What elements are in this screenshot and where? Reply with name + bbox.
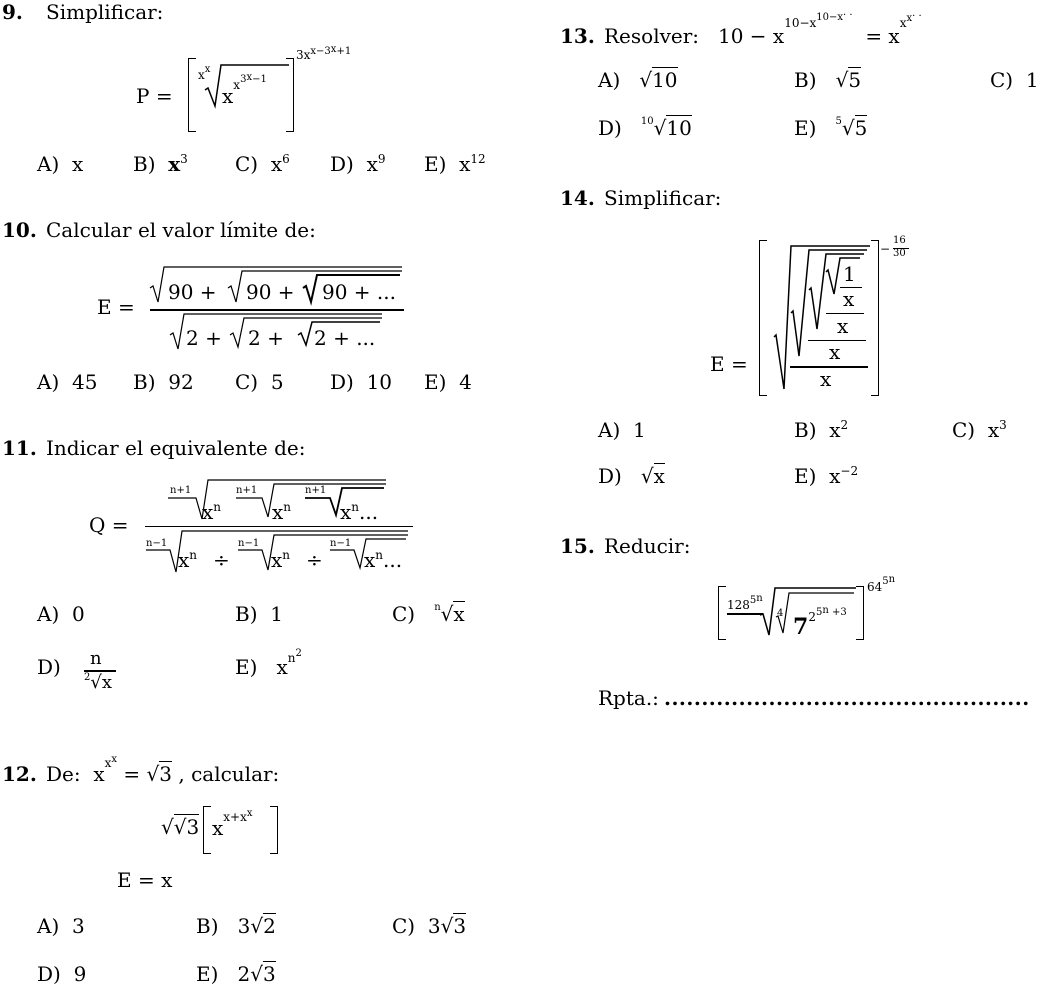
option-d[interactable]: D) 10 — [330, 370, 393, 394]
level3-denominator: x — [829, 340, 841, 364]
option-b[interactable]: B) $x^2$ — [794, 418, 849, 442]
question-title: Indicar el equivalente de: — [46, 436, 306, 460]
root-index: n+1 — [170, 485, 192, 496]
formula-lhs: E = — [97, 295, 135, 319]
option-a[interactable]: A) 45 — [37, 370, 98, 394]
exponent-denominator: 30 — [893, 248, 906, 259]
radicand: $x^n$ — [272, 500, 292, 524]
option-b[interactable]: B) 92 — [133, 370, 194, 394]
right-bracket — [270, 806, 278, 854]
question-title: De: $x^{x^x} = √3$ , calcular: — [46, 754, 280, 786]
option-d[interactable]: D) √x — [598, 464, 665, 488]
option-b[interactable]: B) 1 — [235, 602, 283, 626]
answer-blank[interactable]: ................................................. — [664, 686, 1030, 710]
option-a[interactable]: A) 1 — [598, 418, 646, 442]
radicand: $x^n$... — [340, 500, 379, 524]
option-a[interactable]: A) √10 — [598, 68, 678, 92]
option-e[interactable]: E) $x^{12}$ — [424, 152, 486, 176]
radical-icon: √ — [146, 762, 160, 786]
left-bracket — [718, 586, 726, 640]
option-d[interactable]: D) — [37, 655, 61, 679]
option-e[interactable]: E) 4 — [424, 370, 472, 394]
option-e[interactable]: E) $^5$√5 — [794, 116, 868, 140]
divide-sign: ÷ — [213, 548, 230, 572]
question-title: Reducir: — [604, 534, 691, 558]
option-b[interactable]: B) $x^3$ — [133, 152, 188, 176]
option-a[interactable]: A) 3 — [37, 914, 85, 938]
option-b[interactable]: B) √5 — [794, 68, 862, 92]
outer-root-index: $128^{5^n}$ — [727, 598, 763, 615]
root-index: n+1 — [305, 485, 327, 496]
option-e[interactable]: E) 2√3 — [196, 962, 276, 986]
option-a[interactable]: A) 0 — [37, 602, 85, 626]
numerator-term: 90 + — [168, 280, 217, 304]
root-index: n+1 — [236, 485, 258, 496]
radical-icon: √ — [161, 815, 174, 839]
radicand: $x^n$ — [178, 548, 198, 572]
option-c[interactable]: C) 3√3 — [392, 914, 467, 938]
radicand: $x^n$ — [202, 500, 222, 524]
question-number: 13. — [560, 24, 595, 48]
inner-denominator: x — [843, 287, 855, 311]
option-d[interactable]: D) 9 — [37, 962, 87, 986]
option-c[interactable]: C) $x^6$ — [235, 152, 290, 176]
radicand: $x^{x^{3^x-1}}$ — [222, 72, 267, 108]
exponent-numerator: 16 — [893, 235, 906, 246]
divide-sign: ÷ — [306, 548, 323, 572]
root-index: n−1 — [238, 538, 260, 549]
denominator-term: 2 + — [186, 326, 222, 350]
radical-icon: √ — [639, 68, 653, 92]
question-title: Calcular el valor límite de: — [46, 218, 316, 242]
radical-icon: √ — [440, 914, 454, 938]
equation: $10 - x^{10-x^{10-x^{\cdot \cdot}}} = x^{x^{x^{\cdot \cdot}}}$ — [718, 10, 922, 48]
numerator-term: 90 + — [246, 280, 295, 304]
option-e[interactable]: E) $x^{-2}$ — [794, 464, 859, 488]
option-e[interactable]: E) $x^{n^2}$ — [235, 648, 302, 679]
denominator-term: 2 + — [248, 326, 284, 350]
radical-icon: √ — [835, 68, 849, 92]
inner-numerator: 1 — [843, 262, 856, 286]
radical-icon: √ — [640, 464, 654, 488]
formula-lhs: E = — [710, 352, 748, 376]
radicand: $x^{x+x^x}$ — [212, 808, 253, 840]
option-d[interactable]: D) $x^9$ — [330, 152, 386, 176]
level2-denominator: x — [837, 314, 849, 338]
question-number: 11. — [2, 436, 37, 460]
option-d-numerator: n — [90, 648, 102, 669]
radical-icon: √ — [250, 914, 264, 938]
question-number: 12. — [2, 762, 37, 786]
radical-icon: √ — [841, 116, 855, 140]
formula-lhs: Q = — [89, 513, 129, 537]
fraction-bar — [145, 526, 413, 527]
option-c[interactable]: C) $^n$√x — [392, 602, 465, 626]
denominator-term: 2 + ... — [314, 326, 376, 350]
exponent-sign: − — [880, 242, 891, 256]
root-index: n−1 — [146, 538, 168, 549]
root-index: n−1 — [330, 538, 352, 549]
left-bracket — [759, 240, 767, 396]
radical-icon: √ — [653, 116, 667, 140]
root-index: √√3 — [161, 815, 200, 839]
fraction-bar — [150, 309, 404, 311]
numerator-term: 90 + ... — [322, 280, 396, 304]
inner-root-index: 4 — [777, 608, 784, 619]
question-title: Simplificar: — [604, 186, 722, 210]
left-bracket — [188, 58, 196, 132]
question-title: Resolver: — [604, 24, 700, 48]
option-a[interactable]: A) x — [37, 152, 84, 176]
formula-lhs: P = — [136, 84, 173, 108]
left-bracket — [203, 806, 211, 854]
option-c[interactable]: C) 5 — [235, 370, 284, 394]
question-number: 9. — [2, 0, 23, 24]
radicand: $x^n$... — [364, 548, 403, 572]
radicand: $x^n$ — [271, 548, 291, 572]
question-number: 15. — [560, 534, 595, 558]
answer-label: Rpta.: — [598, 686, 659, 710]
radical-icon: √ — [90, 672, 102, 693]
question-number: 14. — [560, 186, 595, 210]
radicand: $7^{2^{5^n +3}}$ — [793, 605, 847, 640]
option-c[interactable]: C) $x^3$ — [952, 418, 1007, 442]
outer-exponent: $3x^{x-3^x+1}$ — [296, 44, 352, 62]
formula-lhs: E = x — [117, 868, 173, 892]
level4-denominator: x — [820, 367, 832, 391]
option-c[interactable]: C) 1 — [990, 68, 1039, 92]
option-d-denominator: $^2$√x — [84, 672, 113, 693]
option-d[interactable]: D) $^{10}$√10 — [598, 116, 692, 140]
radical-icon: √ — [440, 602, 454, 626]
question-title: Simplificar: — [46, 0, 164, 24]
question-number: 10. — [2, 218, 37, 242]
radical-icon: √ — [250, 962, 263, 986]
option-b[interactable]: B) 3√2 — [196, 914, 276, 938]
root-index: $x^x$ — [198, 64, 211, 82]
outer-exponent: $64^{5^n}$ — [867, 574, 896, 594]
